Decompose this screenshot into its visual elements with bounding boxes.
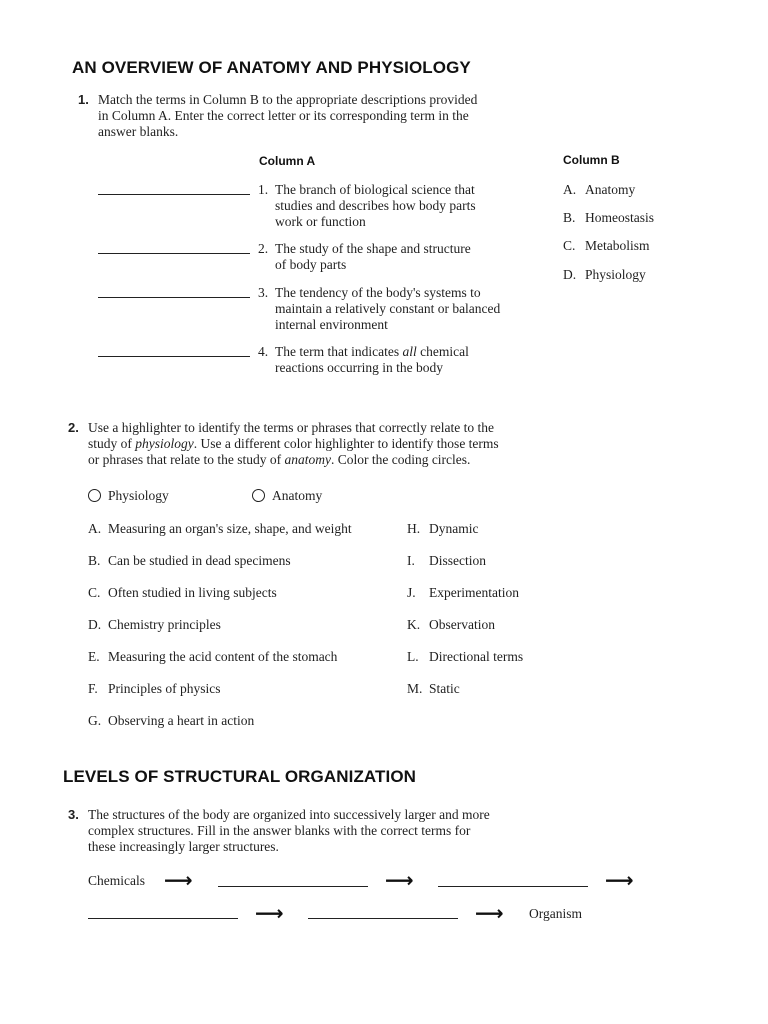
item-text: Experimentation — [429, 585, 519, 600]
q1-item-line — [275, 344, 535, 360]
list-item[interactable] — [88, 521, 352, 537]
item-text: Measuring an organ's size, shape, and weight — [108, 521, 352, 536]
q1-item-description — [275, 344, 535, 376]
item-letter: H. — [407, 521, 421, 536]
emphasis-text: physiology — [135, 436, 194, 451]
q1-item-line: maintain a relatively constant or balanced — [275, 301, 501, 316]
q1-item-number: 4. — [258, 344, 269, 359]
coding-legend-physiology — [88, 488, 169, 504]
right-arrow-icon: ⟶ — [475, 901, 504, 925]
flow-start-label: Chemicals — [88, 873, 145, 888]
right-arrow-icon: ⟶ — [255, 901, 284, 925]
item-text: Often studied in living subjects — [108, 585, 277, 600]
q3-instruction-line: complex structures. Fill in the answer blanks with the correct terms for — [88, 823, 471, 838]
column-b-term-c — [563, 238, 650, 254]
q1-item-line: The branch of biological science that — [275, 182, 475, 197]
item-letter: F. — [88, 681, 98, 696]
item-letter: A. — [88, 521, 102, 536]
item-text: Can be studied in dead specimens — [108, 553, 291, 568]
q1-item-line: reactions occurring in the body — [275, 360, 443, 375]
emphasis-text: all — [402, 344, 417, 359]
q1-item-number: 1. — [258, 182, 269, 197]
item-letter: I. — [407, 553, 415, 568]
q1-item-line: The study of the shape and structure — [275, 241, 471, 256]
answer-blank-1[interactable] — [98, 194, 250, 195]
list-item[interactable] — [407, 649, 523, 665]
emphasis-text: anatomy — [284, 452, 331, 467]
list-item[interactable] — [407, 553, 486, 569]
item-letter: C. — [88, 585, 101, 600]
q1-item-line: The tendency of the body's systems to — [275, 285, 481, 300]
q1-item-number: 3. — [258, 285, 269, 300]
column-b-header: Column B — [563, 153, 620, 167]
right-arrow-icon: ⟶ — [605, 868, 634, 892]
question-number-1: 1. — [78, 92, 89, 107]
q3-instruction-line: The structures of the body are organized into successively larger and more — [88, 807, 490, 822]
q1-instructions — [98, 92, 538, 140]
term-letter: D. — [563, 267, 577, 282]
q2-instruction-line — [88, 452, 548, 468]
q3-instructions — [88, 807, 548, 855]
q1-item-line: of body parts — [275, 257, 347, 272]
text-run: The term that indicates — [275, 344, 403, 359]
list-item[interactable] — [88, 553, 291, 569]
item-letter: G. — [88, 713, 102, 728]
term-text: Anatomy — [585, 182, 636, 197]
list-item[interactable] — [88, 649, 337, 665]
q1-instruction-line: in Column A. Enter the correct letter or its corresponding term in the — [98, 108, 469, 123]
section-title-levels: LEVELS OF STRUCTURAL ORGANIZATION — [63, 767, 417, 786]
column-a-header: Column A — [259, 154, 316, 168]
structure-blank-3[interactable] — [88, 918, 238, 919]
item-text: Static — [429, 681, 460, 696]
column-b-term-d — [563, 267, 646, 283]
list-item[interactable] — [407, 681, 460, 697]
coding-circle-anatomy[interactable] — [252, 489, 265, 502]
q3-instruction-line: these increasingly larger structures. — [88, 839, 279, 854]
right-arrow-icon: ⟶ — [164, 868, 193, 892]
item-text: Dynamic — [429, 521, 479, 536]
q2-instruction-line: Use a highlighter to identify the terms or phrases that correctly relate to the — [88, 420, 494, 435]
item-letter: K. — [407, 617, 421, 632]
answer-blank-4[interactable] — [98, 356, 250, 357]
item-text: Directional terms — [429, 649, 524, 664]
right-arrow-icon: ⟶ — [385, 868, 414, 892]
term-text: Physiology — [585, 267, 646, 282]
item-text: Chemistry principles — [108, 617, 221, 632]
text-run: or phrases that relate to the study of — [88, 452, 285, 467]
text-run: chemical — [416, 344, 469, 359]
q1-item-line: work or function — [275, 214, 366, 229]
q1-instruction-line: answer blanks. — [98, 124, 179, 139]
answer-blank-2[interactable] — [98, 253, 250, 254]
text-run: . Color the coding circles. — [330, 452, 471, 467]
q1-item-line: studies and describes how body parts — [275, 198, 476, 213]
q1-item-line: internal environment — [275, 317, 388, 332]
term-text: Metabolism — [585, 238, 650, 253]
q1-item-description — [275, 241, 535, 273]
q1-item-description — [275, 285, 555, 333]
coding-circle-physiology[interactable] — [88, 489, 101, 502]
term-letter: B. — [563, 210, 576, 225]
item-letter: L. — [407, 649, 419, 664]
question-number-3: 3. — [68, 807, 79, 822]
q2-instructions — [88, 420, 548, 468]
text-run: study of — [88, 436, 136, 451]
item-letter: B. — [88, 553, 101, 568]
column-b-term-b — [563, 210, 654, 226]
item-text: Observing a heart in action — [108, 713, 255, 728]
item-text: Dissection — [429, 553, 486, 568]
list-item[interactable] — [407, 521, 479, 537]
item-letter: M. — [407, 681, 423, 696]
list-item[interactable] — [407, 585, 519, 601]
list-item[interactable] — [88, 585, 277, 601]
legend-label: Physiology — [108, 488, 169, 503]
coding-legend-anatomy — [252, 488, 322, 504]
item-letter: J. — [407, 585, 416, 600]
item-letter: E. — [88, 649, 100, 664]
term-text: Homeostasis — [585, 210, 654, 225]
list-item[interactable] — [88, 713, 254, 729]
item-letter: D. — [88, 617, 102, 632]
structure-blank-1[interactable] — [218, 886, 368, 887]
list-item[interactable] — [407, 617, 495, 633]
answer-blank-3[interactable] — [98, 297, 250, 298]
q1-item-number: 2. — [258, 241, 269, 256]
column-b-term-a — [563, 182, 635, 198]
question-number-2: 2. — [68, 420, 79, 435]
list-item[interactable] — [88, 617, 221, 633]
text-run: . Use a different color highlighter to identify those terms — [193, 436, 499, 451]
term-letter: C. — [563, 238, 576, 253]
legend-label: Anatomy — [272, 488, 323, 503]
q1-instruction-line: Match the terms in Column B to the appropriate descriptions provided — [98, 92, 478, 107]
section-title-overview: AN OVERVIEW OF ANATOMY AND PHYSIOLOGY — [72, 58, 471, 77]
list-item[interactable] — [88, 681, 221, 697]
term-letter: A. — [563, 182, 577, 197]
q2-instruction-line — [88, 436, 548, 452]
structure-blank-2[interactable] — [438, 886, 588, 887]
item-text: Observation — [429, 617, 495, 632]
item-text: Measuring the acid content of the stomach — [108, 649, 338, 664]
q1-item-description — [275, 182, 535, 230]
item-text: Principles of physics — [108, 681, 221, 696]
structure-blank-4[interactable] — [308, 918, 458, 919]
flow-end-label: Organism — [529, 906, 582, 921]
